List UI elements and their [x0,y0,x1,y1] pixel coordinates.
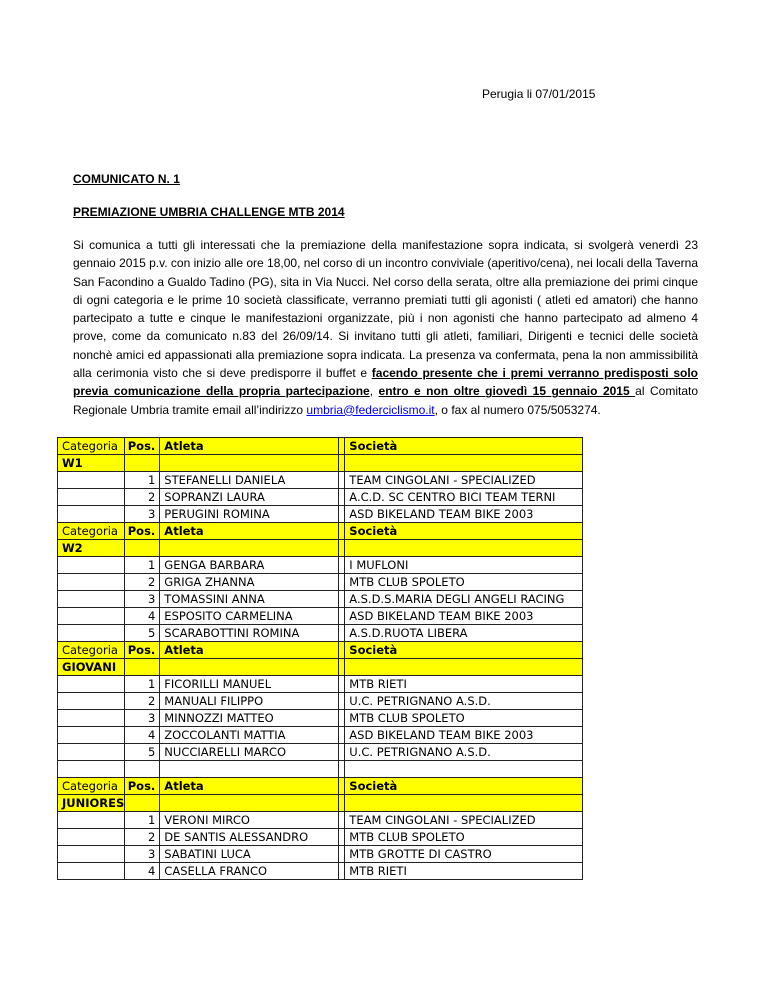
category-header-row [58,455,583,472]
blank-cell [58,608,125,625]
position-cell: 5 [125,625,160,642]
table-row [58,608,583,625]
position-cell: 4 [125,863,160,880]
category-header-row [58,795,583,812]
position-cell: 3 [125,710,160,727]
table-row [58,472,583,489]
blank-cell [58,710,125,727]
blank-cell [160,540,339,557]
team-cell: A.S.D.RUOTA LIBERA [345,625,583,642]
athlete-cell: MINNOZZI MATTEO [160,710,339,727]
blank-cell [160,659,339,676]
category-header-row [58,659,583,676]
athlete-cell: STEFANELLI DANIELA [160,472,339,489]
category-header-row [58,540,583,557]
blank-cell [58,761,125,778]
category-label: Categoria [58,523,125,540]
table-row [58,744,583,761]
blank-cell [58,591,125,608]
position-cell: 2 [125,574,160,591]
team-cell: MTB RIETI [345,676,583,693]
athlete-cell: GRIGA ZHANNA [160,574,339,591]
document-date: Perugia li 07/01/2015 [482,87,596,101]
athlete-cell: DE SANTIS ALESSANDRO [160,829,339,846]
table-row [58,591,583,608]
blank-cell [160,761,339,778]
rankings-table [57,437,583,880]
table-row [58,829,583,846]
position-cell: 4 [125,608,160,625]
position-cell: 2 [125,489,160,506]
table-row [58,710,583,727]
announcement-paragraph [73,236,698,419]
table-row [58,727,583,744]
category-header-row [58,642,583,659]
position-cell: 3 [125,506,160,523]
blank-cell [125,540,160,557]
blank-cell [58,863,125,880]
table-row [58,574,583,591]
category-header-row [58,778,583,795]
team-cell: MTB CLUB SPOLETO [345,710,583,727]
blank-cell [345,795,583,812]
blank-cell [58,812,125,829]
category-label: Categoria [58,778,125,795]
position-cell: 3 [125,846,160,863]
position-cell: 1 [125,472,160,489]
position-cell: 1 [125,557,160,574]
blank-cell [125,659,160,676]
athlete-cell: SABATINI LUCA [160,846,339,863]
column-team: Società [345,438,583,455]
athlete-cell: TOMASSINI ANNA [160,591,339,608]
team-cell: ASD BIKELAND TEAM BIKE 2003 [345,608,583,625]
blank-cell [125,795,160,812]
blank-cell [160,795,339,812]
team-cell: TEAM CINGOLANI - SPECIALIZED [345,472,583,489]
blank-cell [345,455,583,472]
team-cell: MTB CLUB SPOLETO [345,829,583,846]
category-name: W2 [58,540,125,557]
blank-cell [58,574,125,591]
blank-cell [58,557,125,574]
table-row [58,506,583,523]
team-cell: MTB CLUB SPOLETO [345,574,583,591]
blank-cell [58,489,125,506]
column-pos: Pos. [125,523,160,540]
paragraph-text: Si comunica a tutti gli interessati che la premiazione della manifestazione sopra indicata, si svolgerà venerdì 23 gennaio 2015 p.v. con inizio alle ore 18,00, nel corso di un incontro conviviale (aperitivo/cena), nei locali della Taverna San Facondino a Gualdo Tadino (PG), sita in Via Nucci. Nel corso della serata, oltre alla premiazione dei primi cinque di ogni categoria e le prime 10 società classificate, verranno premiati tutti gli agonisti ( atleti ed amatori) che hanno partecipato a tutte e cinque le manifestazioni organizzate, più i non agonisti che hanno partecipato ad almeno 4 prove, come da comunicato n.83 del 26/09/14. Si invitano tutti gli atleti, familiari, Dirigenti e tecnici delle società nonchè amici ed appassionati alla premiazione sopra indicata. La presenza va confermata, pena la non ammissibilità alla cerimonia visto che si deve predisporre il buffet e [73,238,698,381]
position-cell: 2 [125,829,160,846]
athlete-cell: ZOCCOLANTI MATTIA [160,727,339,744]
athlete-cell: CASELLA FRANCO [160,863,339,880]
column-team: Società [345,778,583,795]
athlete-cell: SCARABOTTINI ROMINA [160,625,339,642]
column-team: Società [345,642,583,659]
team-cell: TEAM CINGOLANI - SPECIALIZED [345,812,583,829]
blank-cell [125,455,160,472]
position-cell: 1 [125,812,160,829]
table-row [58,846,583,863]
table-row [58,557,583,574]
blank-cell [58,693,125,710]
table-row [58,676,583,693]
category-name: W1 [58,455,125,472]
position-cell: 5 [125,744,160,761]
paragraph-bold-notice: facendo presente che i premi verranno predisposti solo previa comunicazione della propria partecipazione [73,366,698,399]
column-team: Società [345,523,583,540]
team-cell: U.C. PETRIGNANO A.S.D. [345,744,583,761]
table-row [58,489,583,506]
table-row [58,625,583,642]
blank-cell [58,727,125,744]
category-name: JUNIORES [58,795,125,812]
column-pos: Pos. [125,438,160,455]
paragraph-text-3: , o fax al numero 075/5053274. [434,402,601,417]
athlete-cell: VERONI MIRCO [160,812,339,829]
position-cell: 2 [125,693,160,710]
team-cell: MTB RIETI [345,863,583,880]
table-row [58,693,583,710]
athlete-cell: FICORILLI MANUEL [160,676,339,693]
category-name: GIOVANI [58,659,125,676]
blank-cell [58,472,125,489]
athlete-cell: PERUGINI ROMINA [160,506,339,523]
column-athlete: Atleta [160,438,339,455]
category-header-row [58,523,583,540]
column-athlete: Atleta [160,642,339,659]
position-cell: 3 [125,591,160,608]
category-label: Categoria [58,642,125,659]
team-cell: MTB GROTTE DI CASTRO [345,846,583,863]
blank-cell [160,455,339,472]
team-cell: U.C. PETRIGNANO A.S.D. [345,693,583,710]
team-cell: ASD BIKELAND TEAM BIKE 2003 [345,727,583,744]
team-cell: I MUFLONI [345,557,583,574]
blank-cell [345,540,583,557]
blank-cell [58,676,125,693]
blank-cell [125,761,160,778]
category-header-row [58,438,583,455]
column-pos: Pos. [125,642,160,659]
blank-cell [58,846,125,863]
athlete-cell: NUCCIARELLI MARCO [160,744,339,761]
blank-cell [345,761,583,778]
column-athlete: Atleta [160,778,339,795]
column-athlete: Atleta [160,523,339,540]
paragraph-bold-deadline: entro e non oltre giovedì 15 gennaio 2015 [378,384,636,399]
position-cell: 4 [125,727,160,744]
table-row [58,812,583,829]
paragraph-text-2: al Comitato Regionale Umbria tramite email all’indirizzo [73,384,699,417]
document-title: COMUNICATO N. 1 [73,172,180,186]
blank-cell [58,744,125,761]
athlete-cell: SOPRANZI LAURA [160,489,339,506]
athlete-cell: GENGA BARBARA [160,557,339,574]
document-subtitle: PREMIAZIONE UMBRIA CHALLENGE MTB 2014 [73,205,345,219]
email-link[interactable]: umbria@federciclismo.it [306,402,435,417]
athlete-cell: MANUALI FILIPPO [160,693,339,710]
blank-cell [345,659,583,676]
column-pos: Pos. [125,778,160,795]
blank-cell [58,506,125,523]
paragraph-separator: , [369,384,379,399]
team-cell: ASD BIKELAND TEAM BIKE 2003 [345,506,583,523]
blank-cell [58,625,125,642]
table-row [58,761,583,778]
position-cell: 1 [125,676,160,693]
athlete-cell: ESPOSITO CARMELINA [160,608,339,625]
team-cell: A.S.D.S.MARIA DEGLI ANGELI RACING [345,591,583,608]
blank-cell [58,829,125,846]
team-cell: A.C.D. SC CENTRO BICI TEAM TERNI [345,489,583,506]
category-label: Categoria [58,438,125,455]
table-row [58,863,583,880]
